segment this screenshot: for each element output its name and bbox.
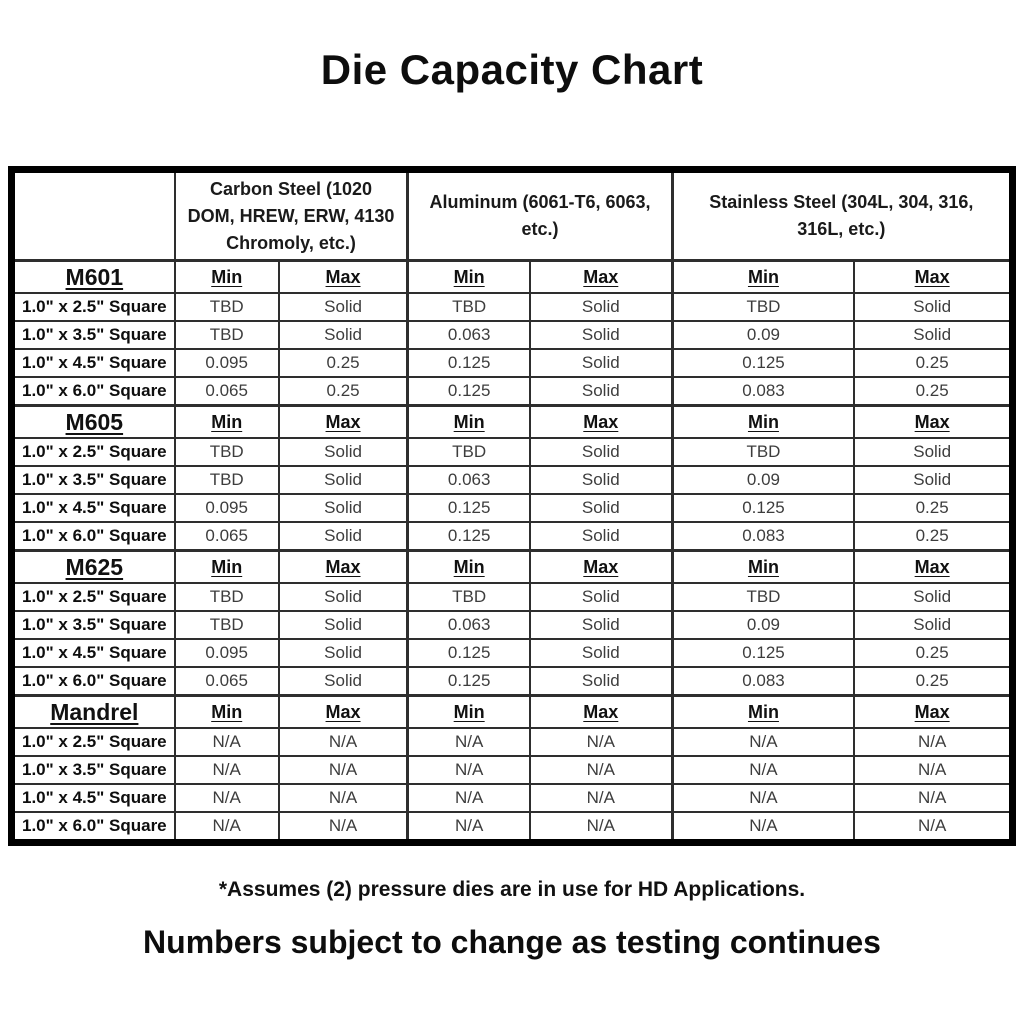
value-cell: 0.125 <box>408 494 530 522</box>
column-header-min: Min <box>408 696 530 729</box>
column-header-min: Min <box>672 261 854 294</box>
value-cell: 0.25 <box>854 639 1012 667</box>
value-cell: Solid <box>279 639 408 667</box>
value-cell: Solid <box>530 583 672 611</box>
value-cell: TBD <box>175 583 279 611</box>
value-cell: Solid <box>530 438 672 466</box>
section-header-row <box>12 551 1013 584</box>
value-cell: 0.095 <box>175 494 279 522</box>
value-cell: 0.083 <box>672 667 854 696</box>
value-cell: Solid <box>854 321 1012 349</box>
value-cell: 0.125 <box>408 639 530 667</box>
value-cell: TBD <box>175 293 279 321</box>
section-name: Mandrel <box>12 696 175 729</box>
value-cell: TBD <box>175 466 279 494</box>
column-header-min: Min <box>672 406 854 439</box>
value-cell: N/A <box>854 784 1012 812</box>
value-cell: 0.125 <box>672 494 854 522</box>
value-cell: N/A <box>854 756 1012 784</box>
table-row <box>12 466 1013 494</box>
value-cell: 0.065 <box>175 667 279 696</box>
row-label: 1.0" x 3.5" Square <box>12 321 175 349</box>
table-row <box>12 639 1013 667</box>
value-cell: Solid <box>279 583 408 611</box>
material-header-row <box>12 170 1013 261</box>
row-label: 1.0" x 3.5" Square <box>12 466 175 494</box>
row-label: 1.0" x 4.5" Square <box>12 349 175 377</box>
value-cell: Solid <box>530 494 672 522</box>
value-cell: N/A <box>175 812 279 843</box>
value-cell: 0.125 <box>408 377 530 406</box>
column-header-max: Max <box>279 696 408 729</box>
value-cell: Solid <box>530 293 672 321</box>
value-cell: TBD <box>672 293 854 321</box>
table-row <box>12 667 1013 696</box>
value-cell: Solid <box>279 667 408 696</box>
value-cell: 0.083 <box>672 522 854 551</box>
column-header-max: Max <box>530 551 672 584</box>
value-cell: 0.065 <box>175 522 279 551</box>
table-row <box>12 321 1013 349</box>
row-label: 1.0" x 4.5" Square <box>12 784 175 812</box>
value-cell: N/A <box>854 812 1012 843</box>
value-cell: 0.09 <box>672 611 854 639</box>
die-capacity-table <box>8 166 1016 846</box>
value-cell: 0.125 <box>408 522 530 551</box>
column-header-max: Max <box>279 551 408 584</box>
column-header-max: Max <box>279 261 408 294</box>
value-cell: 0.25 <box>279 349 408 377</box>
row-label: 1.0" x 4.5" Square <box>12 494 175 522</box>
value-cell: 0.125 <box>672 639 854 667</box>
table-row <box>12 494 1013 522</box>
table-row <box>12 583 1013 611</box>
value-cell: N/A <box>279 756 408 784</box>
value-cell: Solid <box>854 611 1012 639</box>
table-row <box>12 728 1013 756</box>
value-cell: Solid <box>530 611 672 639</box>
table-row <box>12 522 1013 551</box>
value-cell: N/A <box>672 784 854 812</box>
value-cell: N/A <box>672 728 854 756</box>
value-cell: 0.09 <box>672 466 854 494</box>
table-row <box>12 812 1013 843</box>
value-cell: 0.125 <box>672 349 854 377</box>
value-cell: 0.25 <box>854 667 1012 696</box>
table-row <box>12 377 1013 406</box>
value-cell: N/A <box>408 784 530 812</box>
table-row <box>12 784 1013 812</box>
value-cell: Solid <box>854 293 1012 321</box>
column-header-min: Min <box>408 406 530 439</box>
corner-cell <box>12 170 175 261</box>
value-cell: 0.063 <box>408 466 530 494</box>
value-cell: N/A <box>672 812 854 843</box>
row-label: 1.0" x 6.0" Square <box>12 377 175 406</box>
value-cell: 0.083 <box>672 377 854 406</box>
value-cell: 0.125 <box>408 349 530 377</box>
value-cell: Solid <box>279 522 408 551</box>
value-cell: N/A <box>530 812 672 843</box>
value-cell: Solid <box>530 466 672 494</box>
column-header-max: Max <box>530 696 672 729</box>
value-cell: Solid <box>279 438 408 466</box>
section-header-row <box>12 406 1013 439</box>
section-name: M625 <box>12 551 175 584</box>
value-cell: N/A <box>175 756 279 784</box>
row-label: 1.0" x 2.5" Square <box>12 728 175 756</box>
value-cell: N/A <box>530 784 672 812</box>
row-label: 1.0" x 4.5" Square <box>12 639 175 667</box>
value-cell: 0.25 <box>854 494 1012 522</box>
table-body <box>12 261 1013 843</box>
value-cell: Solid <box>530 667 672 696</box>
value-cell: 0.25 <box>279 377 408 406</box>
column-header-min: Min <box>408 261 530 294</box>
value-cell: N/A <box>175 784 279 812</box>
value-cell: Solid <box>530 639 672 667</box>
page-title: Die Capacity Chart <box>320 46 704 93</box>
column-header-min: Min <box>175 551 279 584</box>
value-cell: N/A <box>408 756 530 784</box>
material-header-carbon-steel: Carbon Steel (1020 DOM, HREW, ERW, 4130 Chromoly, etc.) <box>175 170 408 261</box>
row-label: 1.0" x 2.5" Square <box>12 583 175 611</box>
value-cell: TBD <box>672 583 854 611</box>
value-cell: Solid <box>279 466 408 494</box>
column-header-max: Max <box>854 261 1012 294</box>
value-cell: 0.063 <box>408 611 530 639</box>
value-cell: TBD <box>175 321 279 349</box>
value-cell: N/A <box>279 784 408 812</box>
section-name: M605 <box>12 406 175 439</box>
value-cell: Solid <box>854 466 1012 494</box>
value-cell: TBD <box>408 438 530 466</box>
row-label: 1.0" x 2.5" Square <box>12 438 175 466</box>
table-row <box>12 611 1013 639</box>
value-cell: 0.09 <box>672 321 854 349</box>
section-header-row <box>12 696 1013 729</box>
material-header-stainless-steel: Stainless Steel (304L, 304, 316, 316L, etc.) <box>672 170 1012 261</box>
value-cell: N/A <box>279 812 408 843</box>
value-cell: N/A <box>279 728 408 756</box>
column-header-min: Min <box>175 696 279 729</box>
value-cell: Solid <box>279 494 408 522</box>
value-cell: 0.25 <box>854 349 1012 377</box>
value-cell: N/A <box>530 756 672 784</box>
section-name: M601 <box>12 261 175 294</box>
value-cell: 0.065 <box>175 377 279 406</box>
value-cell: 0.25 <box>854 377 1012 406</box>
table-row <box>12 438 1013 466</box>
row-label: 1.0" x 3.5" Square <box>12 611 175 639</box>
value-cell: Solid <box>530 321 672 349</box>
row-label: 1.0" x 6.0" Square <box>12 667 175 696</box>
value-cell: TBD <box>672 438 854 466</box>
value-cell: N/A <box>672 756 854 784</box>
value-cell: N/A <box>408 812 530 843</box>
value-cell: Solid <box>279 321 408 349</box>
row-label: 1.0" x 3.5" Square <box>12 756 175 784</box>
value-cell: Solid <box>279 611 408 639</box>
value-cell: Solid <box>530 349 672 377</box>
row-label: 1.0" x 6.0" Square <box>12 812 175 843</box>
footnote: *Assumes (2) pressure dies are in use for HD Applications. <box>218 878 806 901</box>
row-label: 1.0" x 2.5" Square <box>12 293 175 321</box>
value-cell: Solid <box>530 522 672 551</box>
column-header-max: Max <box>854 406 1012 439</box>
column-header-min: Min <box>175 261 279 294</box>
column-header-min: Min <box>408 551 530 584</box>
table-row <box>12 756 1013 784</box>
column-header-max: Max <box>854 551 1012 584</box>
value-cell: 0.095 <box>175 349 279 377</box>
column-header-max: Max <box>279 406 408 439</box>
column-header-max: Max <box>854 696 1012 729</box>
value-cell: Solid <box>279 293 408 321</box>
table-row <box>12 293 1013 321</box>
value-cell: 0.125 <box>408 667 530 696</box>
material-header-aluminum: Aluminum (6061-T6, 6063, etc.) <box>408 170 672 261</box>
section-header-row <box>12 261 1013 294</box>
disclaimer: Numbers subject to change as testing continues <box>143 924 881 960</box>
value-cell: TBD <box>175 611 279 639</box>
column-header-min: Min <box>672 551 854 584</box>
value-cell: Solid <box>530 377 672 406</box>
value-cell: TBD <box>408 583 530 611</box>
value-cell: TBD <box>175 438 279 466</box>
column-header-max: Max <box>530 406 672 439</box>
value-cell: 0.25 <box>854 522 1012 551</box>
row-label: 1.0" x 6.0" Square <box>12 522 175 551</box>
column-header-max: Max <box>530 261 672 294</box>
value-cell: Solid <box>854 438 1012 466</box>
value-cell: Solid <box>854 583 1012 611</box>
value-cell: N/A <box>854 728 1012 756</box>
value-cell: N/A <box>175 728 279 756</box>
value-cell: 0.095 <box>175 639 279 667</box>
column-header-min: Min <box>672 696 854 729</box>
column-header-min: Min <box>175 406 279 439</box>
die-capacity-sheet <box>0 46 1024 961</box>
value-cell: N/A <box>530 728 672 756</box>
value-cell: TBD <box>408 293 530 321</box>
table-row <box>12 349 1013 377</box>
value-cell: 0.063 <box>408 321 530 349</box>
value-cell: N/A <box>408 728 530 756</box>
